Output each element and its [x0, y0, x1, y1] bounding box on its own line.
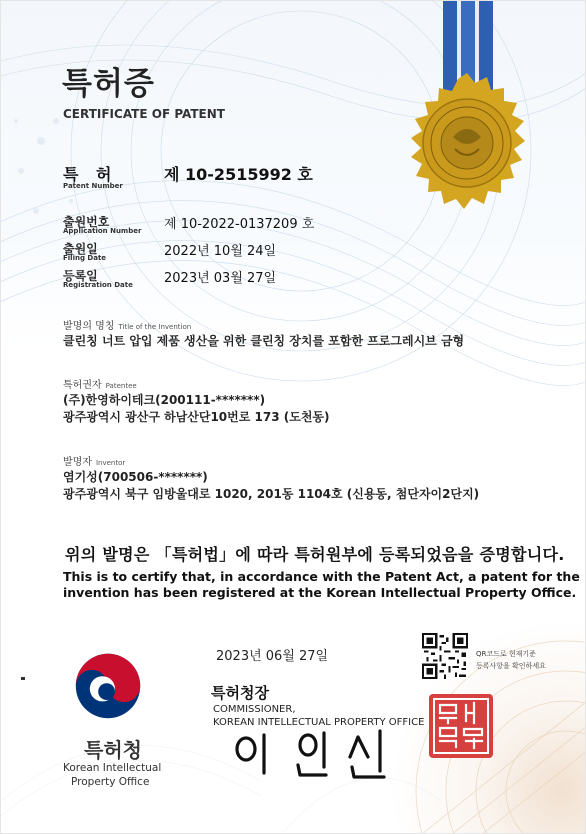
application-number-value: 제 10-2022-0137209 호 — [164, 217, 315, 232]
certificate-title: 특허증 — [62, 66, 155, 102]
filing-date-label-en: Filing Date — [63, 254, 107, 262]
inventor-label-en: Inventor — [95, 459, 126, 467]
kipo-emblem-icon — [73, 651, 143, 721]
issue-date: 2023년 06월 27일 — [216, 649, 329, 664]
gold-medal-icon — [391, 1, 561, 216]
application-number-label: 출원번호 — [63, 215, 110, 229]
patent-number-value: 제 10-2515992 호 — [164, 165, 313, 184]
invention-title-label-ko: 발명의 명칭 — [63, 321, 115, 332]
office-name-ko: 특허청 — [84, 738, 142, 762]
commissioner-title-ko: 특허청장 — [211, 684, 269, 702]
qr-note-line1: QR코드로 현재기준 — [476, 650, 536, 658]
certification-text-en-line2: invention has been registered at the Korean Intellectual Property Office. — [63, 585, 577, 600]
office-name-en-line1: Korean Intellectual — [63, 762, 162, 774]
patentee-label — [63, 376, 137, 391]
filing-date-value: 2022년 10월 24일 — [164, 244, 277, 259]
registration-date-label-en: Registration Date — [63, 281, 133, 289]
inventor-address: 광주광역시 북구 임방울대로 1020, 201동 1104호 (신용동, 첨단자이2단지) — [63, 487, 480, 501]
invention-title-label-en: Title of the Invention — [118, 323, 192, 331]
certification-text-ko: 위의 발명은 「특허법」에 따라 특허원부에 등록되었음을 증명합니다. — [65, 545, 565, 564]
certification-text-en-line1: This is to certify that, in accordance with the Patent Act, a patent for the — [63, 569, 580, 584]
filing-date-label: 출원일 — [63, 242, 98, 256]
commissioner-title-en-line2: KOREAN INTELLECTUAL PROPERTY OFFICE — [213, 717, 425, 728]
patentee-label-en: Patentee — [105, 382, 137, 390]
certificate-title-en: CERTIFICATE OF PATENT — [63, 107, 225, 121]
inventor-name: 염기성(700506-*******) — [63, 470, 208, 484]
patentee-label-ko: 특허권자 — [63, 380, 102, 391]
inventor-label-ko: 발명자 — [63, 457, 92, 468]
application-number-label-en: Application Number — [63, 227, 142, 235]
patent-number-label-en: Patent Number — [63, 182, 123, 190]
commissioner-signature — [226, 723, 406, 783]
qr-note-line2: 등록사항을 확인하세요 — [476, 662, 546, 670]
official-seal-stamp — [426, 691, 496, 761]
office-name-en-line2: Property Office — [71, 776, 150, 788]
patent-number-label: 특 허 — [63, 165, 118, 184]
patentee-address: 광주광역시 광산구 하남산단10번로 173 (도천동) — [63, 410, 330, 424]
commissioner-title-en-line1: COMMISSIONER, — [213, 704, 296, 715]
patentee-name: (주)한영하이테크(200111-*******) — [63, 393, 266, 407]
registration-date-label: 등록일 — [63, 269, 98, 283]
registration-date-value: 2023년 03월 27일 — [164, 271, 277, 286]
margin-mark — [21, 677, 25, 680]
invention-title-label — [63, 317, 191, 332]
inventor-label — [63, 453, 125, 468]
invention-title-value: 클린칭 너트 압입 제품 생산을 위한 클린칭 장치를 포함한 프로그레시브 금형 — [63, 334, 465, 348]
qr-code-icon — [422, 633, 468, 679]
